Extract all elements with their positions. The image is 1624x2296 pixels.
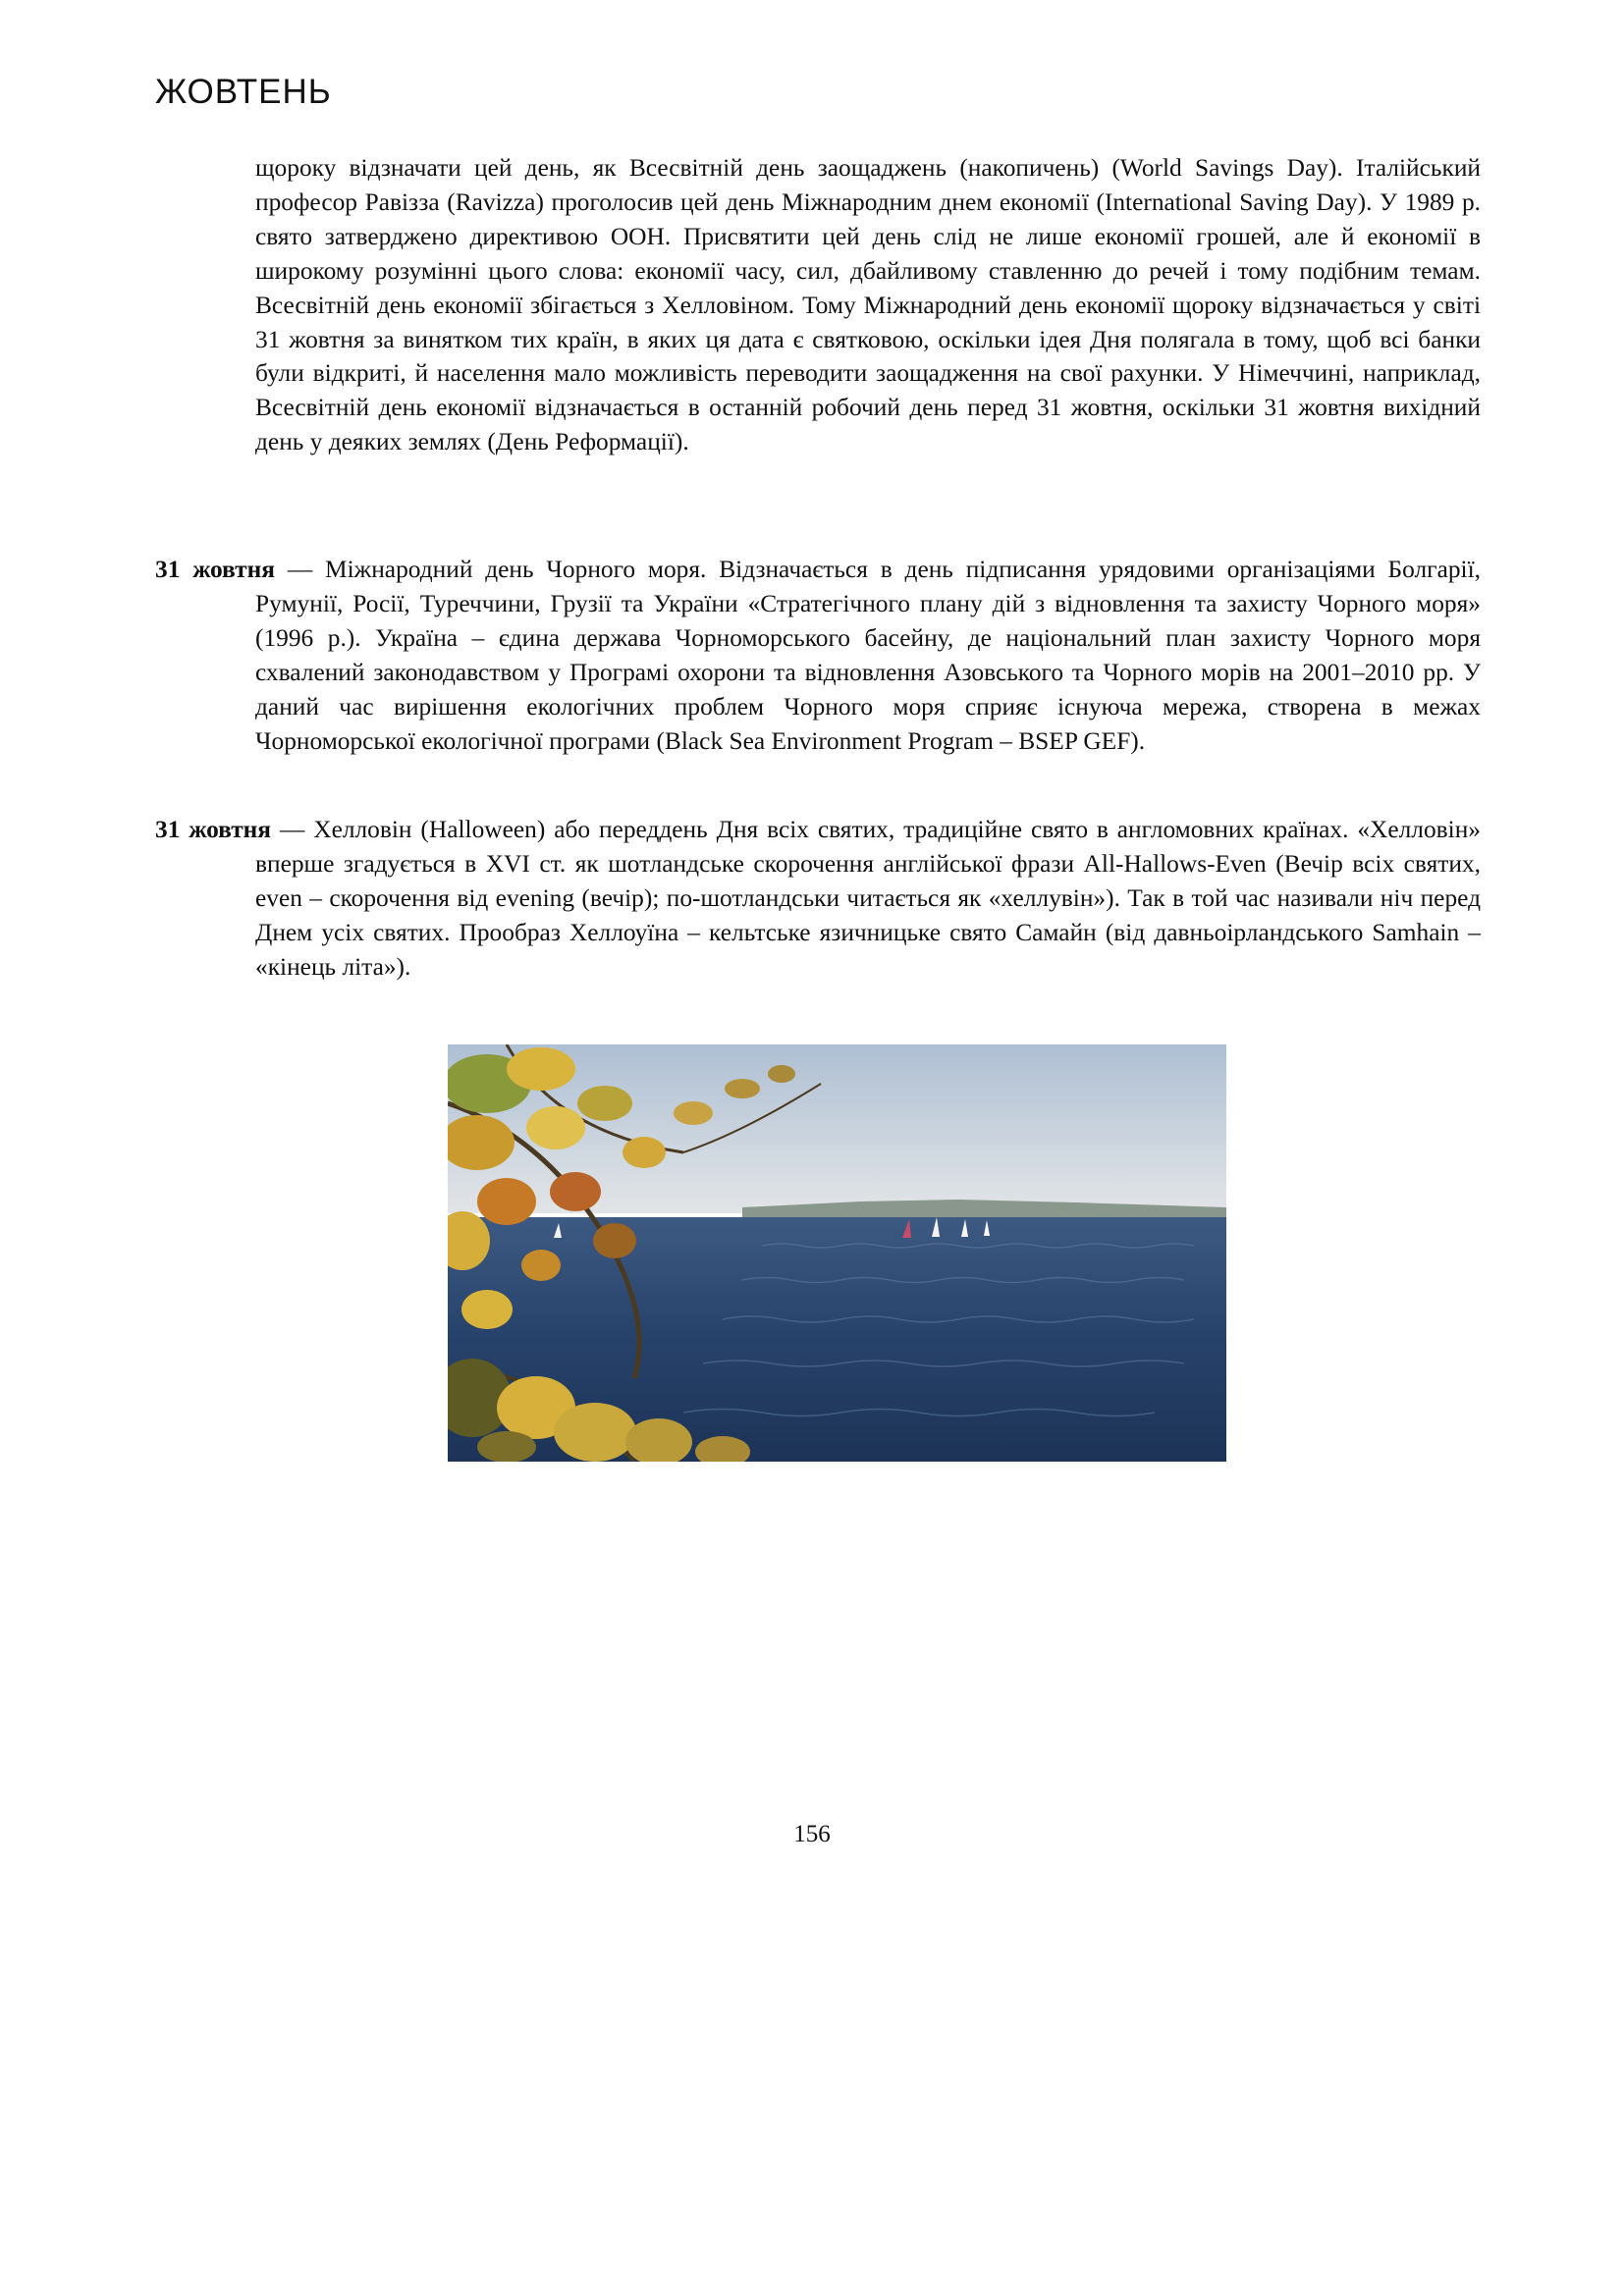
page-header: ЖОВТЕНЬ (155, 73, 332, 111)
calendar-entry-halloween (155, 813, 1481, 985)
continuation-paragraph (155, 151, 1481, 459)
page-number: 156 (793, 1821, 831, 1847)
autumn-lake-photo (448, 1044, 1226, 1462)
entry-date: 31 жовтня (155, 816, 272, 843)
entry-text: — Хелловін (Halloween) або переддень Дня всіх святих, традиційне свято в англомовних країнах. «Хелловін» вперше згадується в XVI ст. як шотландське скорочення англійської фрази All-Hallows-Even (Вечір всіх святих, even – скорочення від evening (вечір); по-шотландськи читається як «хеллувін»). Так в той час називали ніч перед Днем усіх святих. Прообраз Хеллоуїна – кельтське язичницьке свято Самайн (від давньоірландського Samhain – «кінець літа»). (255, 816, 1481, 981)
entry-date: 31 жовтня (155, 556, 275, 583)
entry-text: — Міжнародний день Чорного моря. Відзначається в день підписання урядовими організаціями Болгарії, Румунії, Росії, Туреччини, Грузії та України «Стратегічного плану дій з відновлення та захисту Чорного моря» (1996 р.). Україна – єдина держава Чорноморського басейну, де національний план захисту Чорного моря схвалений законодавством у Програмі охорони та відновлення Азовського та Чорного морів на 2001–2010 рр. У даний час вирішення екологічних проблем Чорного моря сприяє існуюча мережа, створена в межах Чорноморської екологічної програми (Black Sea Environment Program – BSEP GEF). (255, 556, 1481, 755)
calendar-entry-black-sea-day (155, 553, 1481, 758)
continuation-text: щороку відзначати цей день, як Всесвітній день заощаджень (накопичень) (World Savings Day). Італійський професор Равізза (Ravizza) проголосив цей день Міжнародним днем економії (International Saving Day). У 1989 р. свято затверджено директивою ООН. Присвятити цей день слід не лише економії грошей, але й економії в широкому розумінні цього слова: економії часу, сил, дбайливому ставленню до речей і тому подібним темам. Всесвітній день економії збігається з Хелловіном. Тому Міжнародний день економії щороку відзначається у світі 31 жовтня за винятком тих країн, в яких ця дата є святковою, оскільки ідея Дня полягала в тому, щоб всі банки були відкриті, й населення мало можливість переводити заощадження на свої рахунки. У Німеччині, наприклад, Всесвітній день економії відзначається в останній робочий день перед 31 жовтня, оскільки 31 жовтня вихідний день у деяких землях (День Реформації). (255, 154, 1481, 456)
